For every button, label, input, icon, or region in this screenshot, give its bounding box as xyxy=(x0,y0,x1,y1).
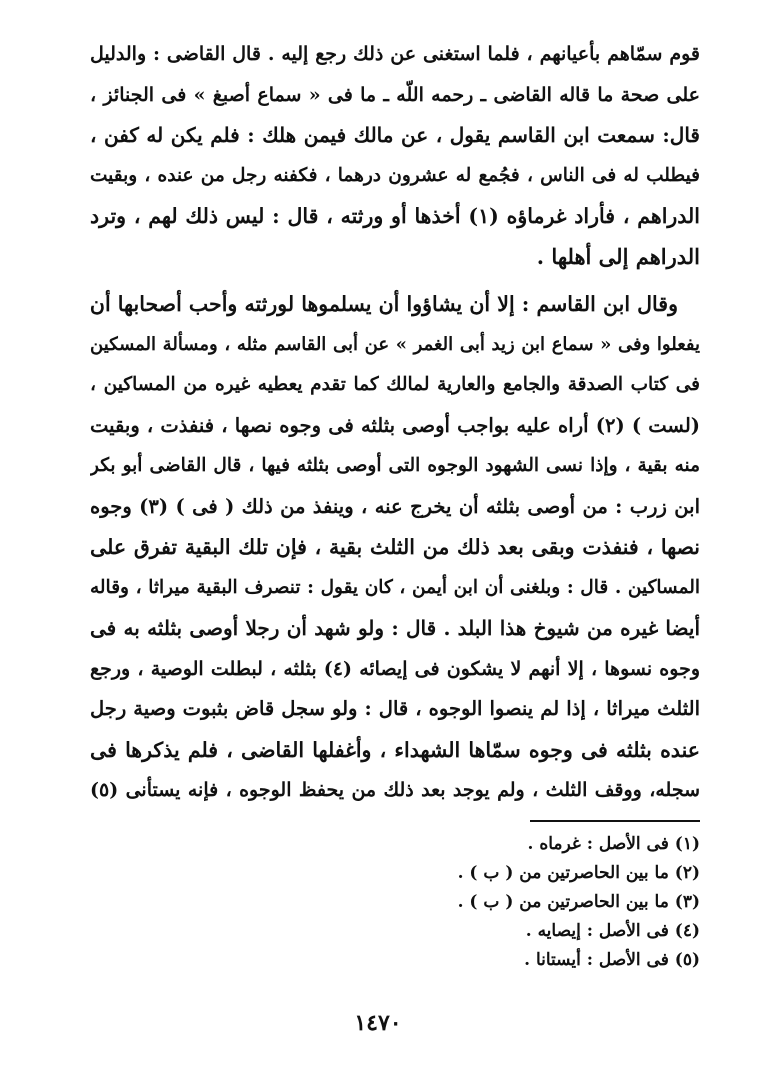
text-line: فى كتاب الصدقة والجامع والعارية لمالك كما تقدم يعطيه غيره من المساكين ، xyxy=(90,374,700,395)
paragraph-2 xyxy=(90,284,700,811)
text-line: منه بقية ، وإذا نسى الشهود الوجوه التى أوصى بثلثه فيها ، قال القاضى أبو بكر xyxy=(90,455,700,476)
footnote-divider xyxy=(530,820,700,822)
text-line: يفعلوا وفى « سماع ابن زيد أبى الغمر » عن أبى القاسم مثله ، ومسألة المسكين xyxy=(90,333,700,355)
footnote-1: (١) فى الأصل : غرماه . xyxy=(527,834,700,854)
text-line: سجله، ووقف الثلث ، ولم يوجد بعد ذلك من يحفظ الوجوه ، فإنه يستأنى (٥) xyxy=(90,779,700,801)
text-line: على صحة ما قاله القاضى ـ رحمه اللّه ـ ما فى « سماع أصبغ » فى الجنائز ، xyxy=(90,83,700,106)
footnote-3: (٣) ما بين الحاصرتين من ( ب ) . xyxy=(457,892,700,912)
paragraph-1 xyxy=(90,34,700,277)
text-line: الثلث ميراثا ، إذا لم ينصوا الوجوه ، قال : ولو سجل قاض بثبوت وصية رجل xyxy=(90,697,700,720)
text-line: المساكين . قال : وبلغنى أن ابن أيمن ، كان يقول : تنصرف البقية ميراثا ، وقاله xyxy=(90,576,700,598)
footnote-4: (٤) فى الأصل : إيصايه . xyxy=(525,921,700,941)
text-line: (لست ) (٢) أراه عليه بواجب أوصى بثلثه فى وجوه نصها ، فنفذت ، وبقيت xyxy=(90,413,700,437)
text-line: أيضا غيره من شيوخ هذا البلد . قال : ولو شهد أن رجلا أوصى بثلثه به فى xyxy=(90,616,700,640)
text-line: عنده بثلثه فى وجوه سمّاها الشهداء ، وأغفلها القاضى ، فلم يذكرها فى xyxy=(90,737,700,762)
footnotes xyxy=(300,830,700,975)
footnote-5: (٥) فى الأصل : أيستانا . xyxy=(524,950,700,970)
text-line: نصها ، فنفذت وبقى بعد ذلك من الثلث بقية ، فإن تلك البقية تفرق على xyxy=(90,535,700,559)
page-number: ١٤٧٠ xyxy=(354,1010,402,1036)
text-line: قال: سمعت ابن القاسم يقول ، عن مالك فيمن هلك : فلم يكن له كفن ، xyxy=(90,123,700,147)
text-line: ابن زرب : من أوصى بثلثه أن يخرج عنه ، وينفذ من ذلك ( فى ) (٣) وجوه xyxy=(90,494,700,518)
text-line: وجوه نسوها ، إلا أنهم لا يشكون فى إيصائه (٤) بثلثه ، لبطلت الوصية ، ورجع xyxy=(90,657,700,680)
text-line: الدراهم إلى أهلها . xyxy=(536,243,700,269)
text-line: وقال ابن القاسم : إلا أن يشاؤوا أن يسلموها لورثته وأحب أصحابها أن xyxy=(90,292,678,316)
text-line: فيطلب له فى الناس ، فجُمع له عشرون درهما ، فكفنه رجل من عنده ، وبقيت xyxy=(90,164,700,186)
text-line: قوم سمّاهم بأعيانهم ، فلما استغنى عن ذلك رجع إليه . قال القاضى : والدليل xyxy=(90,43,700,65)
footnote-2: (٢) ما بين الحاصرتين من ( ب ) . xyxy=(457,863,700,883)
text-line: الدراهم ، فأراد غرماؤه (١) أخذها أو ورثته ، قال : ليس ذلك لهم ، وترد xyxy=(90,204,700,228)
